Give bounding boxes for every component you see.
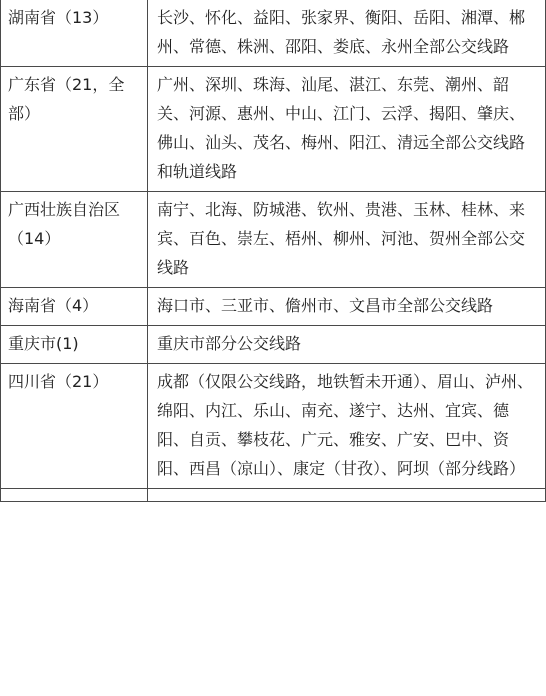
cities-cell: 海口市、三亚市、儋州市、文昌市全部公交线路 <box>148 288 546 326</box>
table-row <box>1 364 546 489</box>
empty-cell <box>1 489 148 502</box>
cities-cell: 南宁、北海、防城港、钦州、贵港、玉林、桂林、来宾、百色、崇左、梧州、柳州、河池、贺州全部公交线路 <box>148 192 546 288</box>
cities-cell: 重庆市部分公交线路 <box>148 326 546 364</box>
province-cell: 广西壮族自治区（14） <box>1 192 148 288</box>
empty-cell <box>148 489 546 502</box>
table-row <box>1 192 546 288</box>
table-row <box>1 67 546 192</box>
province-cell: 重庆市(1) <box>1 326 148 364</box>
table-row-partial <box>1 489 546 502</box>
cities-cell: 长沙、怀化、益阳、张家界、衡阳、岳阳、湘潭、郴州、常德、株洲、邵阳、娄底、永州全部公交线路 <box>148 0 546 67</box>
table-row <box>1 0 546 67</box>
table-row <box>1 288 546 326</box>
province-cell: 四川省（21） <box>1 364 148 489</box>
table-row <box>1 326 546 364</box>
cities-cell: 广州、深圳、珠海、汕尾、湛江、东莞、潮州、韶关、河源、惠州、中山、江门、云浮、揭阳、肇庆、佛山、汕头、茂名、梅州、阳江、清远全部公交线路和轨道线路 <box>148 67 546 192</box>
province-cell: 广东省（21，全部） <box>1 67 148 192</box>
cities-cell: 成都（仅限公交线路，地铁暂未开通）、眉山、泸州、绵阳、内江、乐山、南充、遂宁、达州、宜宾、德阳、自贡、攀枝花、广元、雅安、广安、巴中、资阳、西昌（凉山）、康定（甘孜）、阿坝（部分线路） <box>148 364 546 489</box>
province-cell: 海南省（4） <box>1 288 148 326</box>
province-cell: 湖南省（13） <box>1 0 148 67</box>
